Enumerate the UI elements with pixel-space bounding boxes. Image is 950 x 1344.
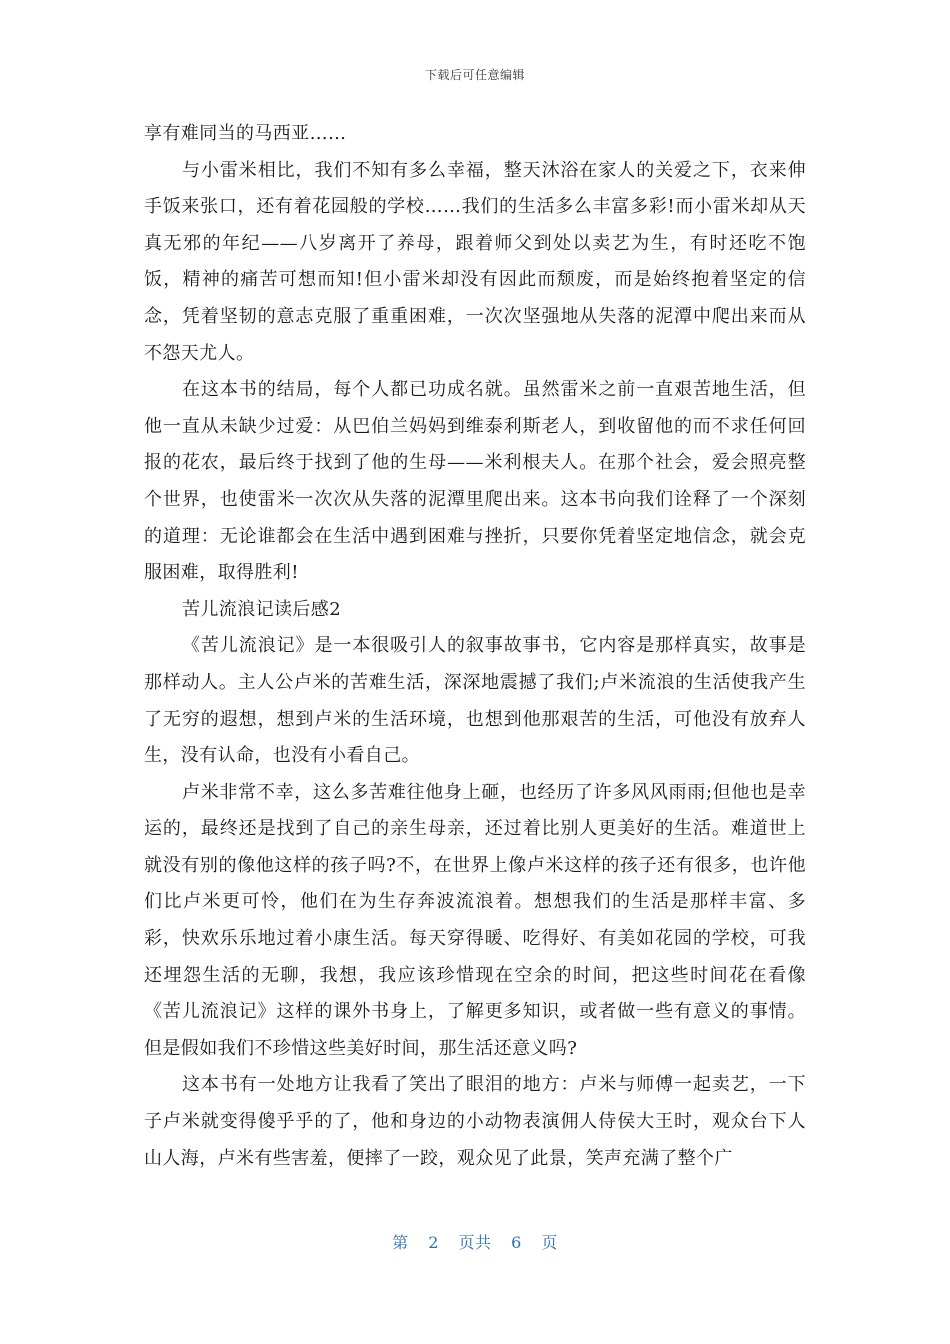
page-header-note: 下载后可任意编辑 xyxy=(424,68,525,82)
section-heading: 苦儿流浪记读后感2 xyxy=(182,598,342,620)
page-number-footer: 第 2 页共 6 页 xyxy=(392,1233,558,1252)
document-body xyxy=(144,116,806,1177)
paragraph: 卢米非常不幸，这么多苦难往他身上砸，也经历了许多风风雨雨;但他也是幸运的，最终还是找到了自己的亲生母亲，还过着比别人更美好的生活。难道世上就没有别的像他这样的孩子吗?不，在世界上像卢米这样的孩子还有很多，也许他们比卢米更可怜，他们在为生存奔波流浪着。想想我们的生活是那样丰富、多彩，快欢乐乐地过着小康生活。每天穿得暖、吃得好、有美如花园的学校，可我还埋怨生活的无聊，我想，我应该珍惜现在空余的时间，把这些时间花在看像《苦儿流浪记》这样的课外书身上，了解更多知识，或者做一些有意义的事情。但是假如我们不珍惜这些美好时间，那生活还意义吗? xyxy=(144,781,806,1059)
paragraph: 与小雷米相比，我们不知有多么幸福，整天沐浴在家人的关爱之下，衣来伸手饭来张口，还有着花园般的学校……我们的生活多么丰富多彩!而小雷米却从天真无邪的年纪——八岁离开了养母，跟着师父到处以卖艺为生，有时还吃不饱饭，精神的痛苦可想而知!但小雷米却没有因此而颓废，而是始终抱着坚定的信念，凭着坚韧的意志克服了重重困难，一次次坚强地从失落的泥潭中爬出来而从不怨天尤人。 xyxy=(144,159,806,364)
paragraph-continuation: 享有难同当的马西亚…… xyxy=(144,123,347,144)
paragraph: 在这本书的结局，每个人都已功成名就。虽然雷米之前一直艰苦地生活，但他一直从未缺少过爱：从巴伯兰妈妈到维泰利斯老人，到收留他的而不求任何回报的花农，最后终于找到了他的生母——米利根夫人。在那个社会，爱会照亮整个世界，也使雷米一次次从失落的泥潭里爬出来。这本书向我们诠释了一个深刻的道理：无论谁都会在生活中遇到困难与挫折，只要你凭着坚定地信念，就会克服困难，取得胜利! xyxy=(144,379,806,584)
paragraph: 这本书有一处地方让我看了笑出了眼泪的地方：卢米与师傅一起卖艺，一下子卢米就变得傻乎乎的了，他和身边的小动物表演佣人侍侯大王时，观众台下人山人海，卢米有些害羞，便摔了一跤，观众见了此景，笑声充满了整个广 xyxy=(144,1074,806,1169)
paragraph: 《苦儿流浪记》是一本很吸引人的叙事故事书，它内容是那样真实，故事是那样动人。主人公卢米的苦难生活，深深地震撼了我们;卢米流浪的生活使我产生了无穷的遐想，想到卢米的生活环境，也想到他那艰苦的生活，可他没有放弃人生，没有认命，也没有小看自己。 xyxy=(144,635,806,767)
